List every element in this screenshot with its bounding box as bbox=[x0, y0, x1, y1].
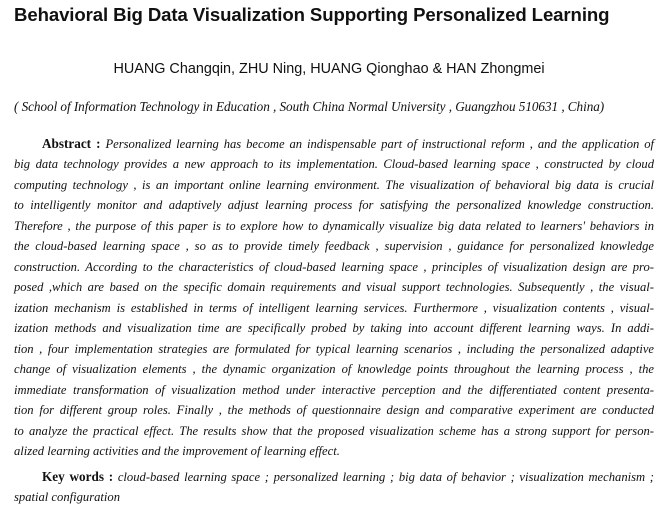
paper-title: Behavioral Big Data Visualization Supporting Personalized Learning bbox=[14, 4, 610, 25]
abstract-line: immediate transformation of visualization method under interactive perception and the differentiated content presenta- bbox=[14, 383, 654, 397]
abstract-line: Abstract : Personalized learning has become an indispensable part of instructional reform , and the application of bbox=[42, 136, 654, 151]
author-list: HUANG Changqin, ZHU Ning, HUANG Qionghao & HAN Zhongmei bbox=[113, 61, 545, 77]
abstract-label: Abstract : bbox=[42, 136, 101, 151]
abstract-line: posed ,which are based on the specific domain requirements and visual support technologies. Subsequently , the visual- bbox=[14, 280, 654, 294]
abstract-line: to intelligently monitor and adaptively adjust learning process for satisfying the personalized knowledge construction. bbox=[14, 198, 654, 212]
abstract-line: to analyze the practical effect. The results show that the proposed visualization scheme has a strong support for person- bbox=[14, 424, 654, 438]
abstract-line: the cloud-based learning space , so as to provide timely feedback , supervision , guidance for personalized knowledge bbox=[14, 239, 654, 253]
abstract-line: tion for different group roles. Finally , the methods of questionnaire design and comparative experiment are conducted bbox=[14, 403, 654, 417]
abstract-line: construction. According to the characteristics of cloud-based learning space , principles of visualization design are pro- bbox=[14, 260, 654, 274]
abstract-line: ization mechanism is established in terms of intelligent learning services. Furthermore , visualization contents , visual- bbox=[14, 301, 654, 315]
keywords-line: spatial configuration bbox=[14, 490, 121, 504]
abstract-line: change of visualization elements , the dynamic organization of knowledge points throughout the learning process , the bbox=[14, 362, 654, 376]
abstract-line: ization methods and visualization time are specifically probed by taking into account different learning ways. In addi- bbox=[14, 321, 654, 335]
abstract-line: big data technology provides a new approach to its implementation. Cloud-based learning space , constructed by cloud bbox=[14, 157, 654, 171]
abstract-line: alized learning activities and the improvement of learning effect. bbox=[14, 444, 340, 458]
abstract-line: Therefore , the purpose of this paper is to explore how to dynamically visualize big data related to learners' behaviors in bbox=[14, 219, 654, 233]
keywords-line: Key words : cloud-based learning space ; personalized learning ; big data of behavior ; visualization mechanism ; bbox=[42, 469, 654, 484]
affiliation: ( School of Information Technology in Education , South China Normal University , Guangzhou 510631 , China) bbox=[14, 99, 605, 114]
keywords-label: Key words : bbox=[42, 469, 114, 484]
abstract-line: tion , four implementation strategies are formulated for typical learning scenarios , including the personalized adaptive bbox=[14, 342, 654, 356]
abstract-line: computing technology , is an important online learning environment. The visualization of behavioral big data is crucial bbox=[14, 178, 654, 192]
